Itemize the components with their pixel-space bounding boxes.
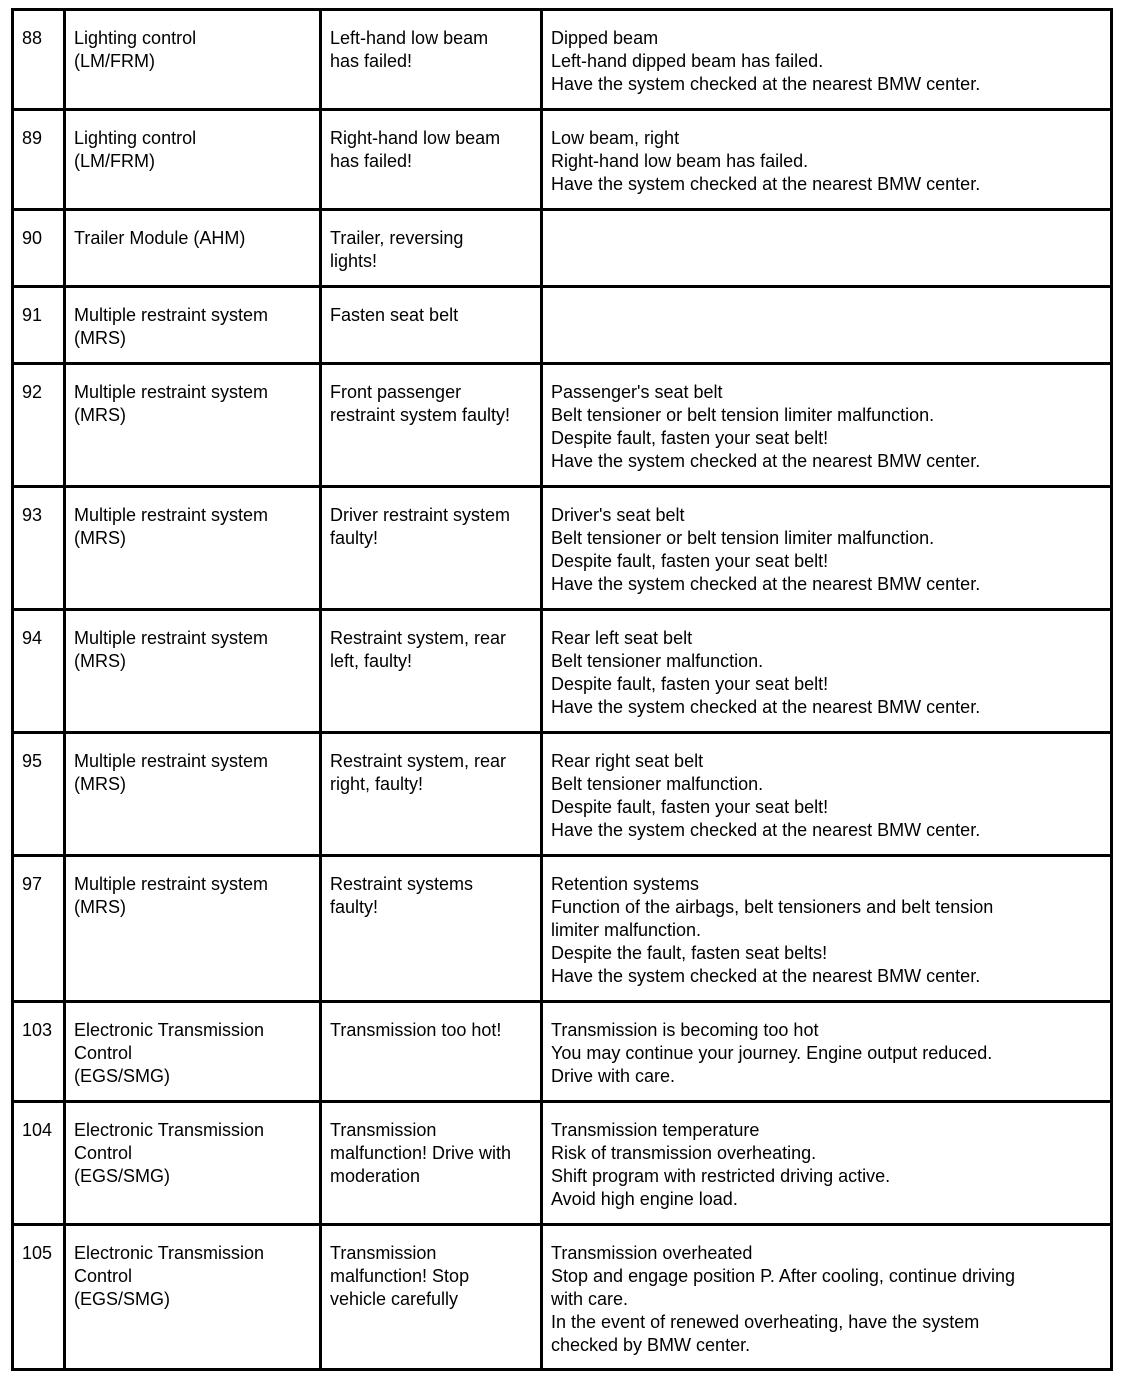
module-cell: Electronic Transmission Control (EGS/SMG): [65, 1225, 321, 1370]
table-row: [13, 733, 1112, 856]
check-control-table: [11, 8, 1113, 1371]
message-cell: Transmission too hot!: [321, 1002, 542, 1102]
description-cell: Driver's seat belt Belt tensioner or belt tension limiter malfunction. Despite fault, fasten your seat belt! Have the system checked at the nearest BMW center.: [542, 487, 1112, 610]
module-cell: Multiple restraint system (MRS): [65, 610, 321, 733]
message-cell: Restraint system, rear right, faulty!: [321, 733, 542, 856]
message-cell: Transmission malfunction! Stop vehicle carefully: [321, 1225, 542, 1370]
message-cell: Driver restraint system faulty!: [321, 487, 542, 610]
code-cell: 94: [13, 610, 65, 733]
message-cell: Left-hand low beam has failed!: [321, 10, 542, 110]
description-cell: Dipped beam Left-hand dipped beam has failed. Have the system checked at the nearest BMW center.: [542, 10, 1112, 110]
code-cell: 89: [13, 110, 65, 210]
code-cell: 95: [13, 733, 65, 856]
code-cell: 92: [13, 364, 65, 487]
module-cell: Lighting control (LM/FRM): [65, 10, 321, 110]
module-cell: Lighting control (LM/FRM): [65, 110, 321, 210]
message-cell: Fasten seat belt: [321, 287, 542, 364]
description-cell: Retention systems Function of the airbags, belt tensioners and belt tension limiter malfunction. Despite the fault, fasten seat belts! Have the system checked at the nearest BMW center.: [542, 856, 1112, 1002]
module-cell: Multiple restraint system (MRS): [65, 733, 321, 856]
table-row: [13, 610, 1112, 733]
module-cell: Trailer Module (AHM): [65, 210, 321, 287]
module-cell: Multiple restraint system (MRS): [65, 856, 321, 1002]
module-cell: Multiple restraint system (MRS): [65, 487, 321, 610]
description-cell: [542, 210, 1112, 287]
description-cell: Transmission temperature Risk of transmission overheating. Shift program with restricted driving active. Avoid high engine load.: [542, 1102, 1112, 1225]
module-cell: Electronic Transmission Control (EGS/SMG): [65, 1002, 321, 1102]
code-cell: 104: [13, 1102, 65, 1225]
table-row: [13, 110, 1112, 210]
module-cell: Multiple restraint system (MRS): [65, 364, 321, 487]
description-cell: Rear right seat belt Belt tensioner malfunction. Despite fault, fasten your seat belt! Have the system checked at the nearest BMW center.: [542, 733, 1112, 856]
table-row: [13, 1102, 1112, 1225]
table-row: [13, 210, 1112, 287]
table-row: [13, 287, 1112, 364]
module-cell: Electronic Transmission Control (EGS/SMG): [65, 1102, 321, 1225]
message-cell: Restraint systems faulty!: [321, 856, 542, 1002]
code-cell: 103: [13, 1002, 65, 1102]
code-cell: 97: [13, 856, 65, 1002]
message-cell: Restraint system, rear left, faulty!: [321, 610, 542, 733]
message-cell: Trailer, reversing lights!: [321, 210, 542, 287]
description-cell: Transmission overheated Stop and engage position P. After cooling, continue driving with care. In the event of renewed overheating, have the system checked by BMW center.: [542, 1225, 1112, 1370]
description-cell: [542, 287, 1112, 364]
table-row: [13, 487, 1112, 610]
table-row: [13, 364, 1112, 487]
code-cell: 93: [13, 487, 65, 610]
message-cell: Right-hand low beam has failed!: [321, 110, 542, 210]
code-cell: 91: [13, 287, 65, 364]
description-cell: Passenger's seat belt Belt tensioner or belt tension limiter malfunction. Despite fault, fasten your seat belt! Have the system checked at the nearest BMW center.: [542, 364, 1112, 487]
table-row: [13, 856, 1112, 1002]
description-cell: Rear left seat belt Belt tensioner malfunction. Despite fault, fasten your seat belt! Have the system checked at the nearest BMW center.: [542, 610, 1112, 733]
description-cell: Transmission is becoming too hot You may continue your journey. Engine output reduced. Drive with care.: [542, 1002, 1112, 1102]
code-cell: 88: [13, 10, 65, 110]
table-row: [13, 1225, 1112, 1370]
code-cell: 90: [13, 210, 65, 287]
message-cell: Front passenger restraint system faulty!: [321, 364, 542, 487]
code-cell: 105: [13, 1225, 65, 1370]
module-cell: Multiple restraint system (MRS): [65, 287, 321, 364]
table-row: [13, 1002, 1112, 1102]
table-row: [13, 10, 1112, 110]
message-cell: Transmission malfunction! Drive with moderation: [321, 1102, 542, 1225]
description-cell: Low beam, right Right-hand low beam has failed. Have the system checked at the nearest BMW center.: [542, 110, 1112, 210]
